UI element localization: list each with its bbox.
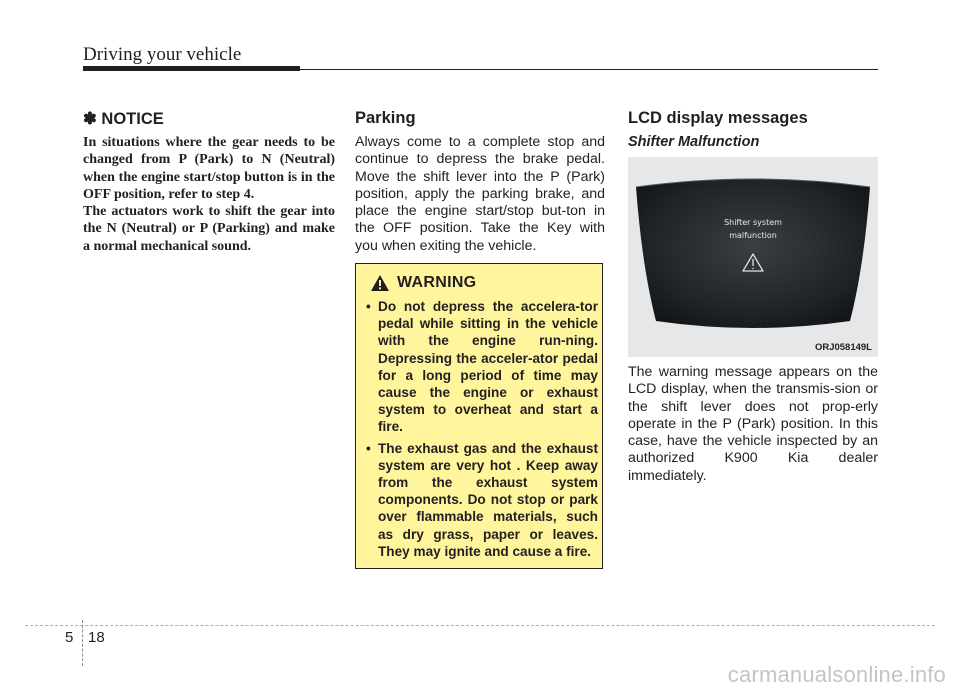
header-rule-thick <box>83 66 300 71</box>
lcd-heading: LCD display messages <box>628 109 808 127</box>
figure-code: ORJ058149L <box>814 342 872 353</box>
lcd-display-illustration <box>628 157 878 357</box>
page-number: 18 <box>88 629 105 646</box>
watermark: carmanualsonline.info <box>727 662 946 687</box>
lcd-message-line-1: Shifter system <box>724 218 782 227</box>
lcd-paragraph-block <box>628 364 878 485</box>
warning-box <box>355 263 603 569</box>
notice-block <box>83 109 335 255</box>
lcd-body: The warning message appears on the LCD display, when the transmis-sion or the shift lever does not prop-erly operate in the P (Park) position. In this case, have the vehicle inspected by an authorized K900 Kia dealer immediately. <box>628 364 878 484</box>
warning-heading: WARNING <box>397 274 477 291</box>
lcd-message-line-2: malfunction <box>729 231 777 240</box>
warning-item-2: • The exhaust gas and the exhaust system are very hot . Keep away from the exhaust system components. Do not stop or park over flammable materials, such as dry grass, paper or leaves. They may ignite and cause a fire. <box>364 440 598 560</box>
parking-heading: Parking <box>355 109 416 127</box>
section-title: Driving your vehicle <box>83 44 242 65</box>
notice-heading: ✽ NOTICE <box>83 110 164 128</box>
notice-paragraph-2: The actuators work to shift the gear into the N (Neutral) or P (Parking) and make a normal mechanical sound. <box>83 204 335 254</box>
parking-section <box>355 109 605 255</box>
footer-separator <box>82 620 83 666</box>
warning-list <box>364 298 598 564</box>
parking-body: Always come to a complete stop and continue to depress the brake pedal. Move the shift lever into the P (Park) position, apply the parking brake, and place the engine start/stop but-ton in the OFF position. Take the Key with you when exiting the vehicle. <box>355 134 605 254</box>
footer-rule <box>25 625 935 626</box>
chapter-number: 5 <box>65 629 74 646</box>
warning-triangle-icon <box>370 274 390 292</box>
lcd-subheading: Shifter Malfunction <box>628 134 760 150</box>
notice-paragraph-1: In situations where the gear needs to be changed from P (Park) to N (Neutral) when the engine start/stop button is in the OFF position, refer to step 4. <box>83 135 335 202</box>
lcd-section <box>628 109 878 150</box>
header-rule-thin <box>300 69 878 71</box>
warning-item-1: • Do not depress the accelera-tor pedal while sitting in the vehicle with the engine run-ning. Depressing the acceler-ator pedal for a long period of time may cause the engine or exhaust system to overheat and start a fire. <box>364 298 598 436</box>
lcd-display-figure <box>628 157 878 357</box>
warning-header <box>370 274 476 292</box>
